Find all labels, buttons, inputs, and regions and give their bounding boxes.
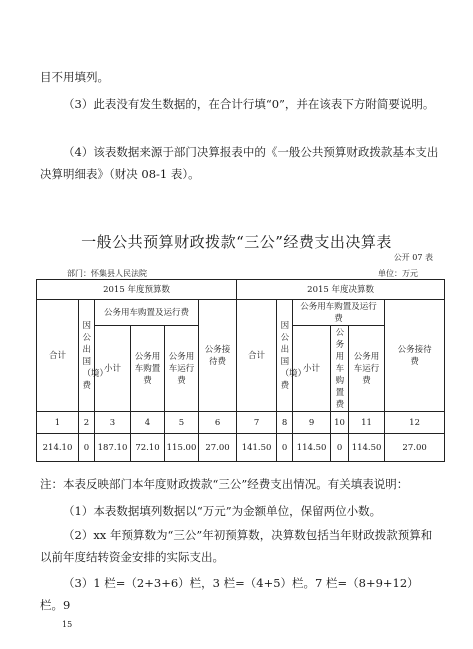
budget-abroad-header: 因公出国（境）费 xyxy=(79,300,95,412)
column-number: 10 xyxy=(331,412,349,434)
table-title: 一般公共预算财政拨款“三公”经费支出决算表 xyxy=(81,233,392,251)
value-cell: 214.10 xyxy=(37,434,79,462)
column-number: 7 xyxy=(237,412,277,434)
actual-subtotal-header: 小计 xyxy=(293,326,331,412)
actual-vehicle-group-header: 公务用车购置及运行费 xyxy=(293,300,385,326)
paragraph-3: （4）该表数据来源于部门决算报表中的《一般公共预算财政拨款基本支出决算明细表》（财决 08-1 表）。 xyxy=(40,145,439,181)
column-number: 6 xyxy=(199,412,237,434)
group-budget-header: 2015 年度预算数 xyxy=(37,280,237,300)
budget-subtotal-header: 小计 xyxy=(95,326,131,412)
group-header-row xyxy=(37,280,445,300)
value-cell: 0 xyxy=(277,434,293,462)
column-number: 1 xyxy=(37,412,79,434)
note-2: （2）xx 年预算数为“三公”年初预算数，决算数包括当年财政拨款预算和以前年度结转资金安排的实际支出。 xyxy=(40,528,433,564)
actual-vehicle-purchase-header: 公务用车购置费 xyxy=(331,326,349,412)
note-intro: 注：本表反映部门本年度财政拨款“三公”经费支出情况。有关填表说明： xyxy=(40,477,409,491)
paragraph-1: 目不用填列。 xyxy=(40,70,109,84)
budget-reception-header: 公务接待费 xyxy=(199,300,237,412)
actual-abroad-header: 因公出国（境）费 xyxy=(277,300,293,412)
value-cell: 187.10 xyxy=(95,434,131,462)
budget-total-header: 合计 xyxy=(37,300,79,412)
data-row xyxy=(37,434,445,462)
column-number: 4 xyxy=(131,412,165,434)
value-cell: 0 xyxy=(331,434,349,462)
group-actual-header: 2015 年度决算数 xyxy=(237,280,445,300)
value-cell: 72.10 xyxy=(131,434,165,462)
actual-vehicle-run-header: 公务用车运行费 xyxy=(349,326,385,412)
column-number: 2 xyxy=(79,412,95,434)
note-3: （3）1 栏=（2+3+6）栏，3 栏=（4+5）栏。7 栏=（8+9+12）栏。9 xyxy=(40,576,419,612)
value-cell: 114.50 xyxy=(293,434,331,462)
form-id: 公开 07 表 xyxy=(393,253,433,262)
budget-vehicle-run-header: 公务用车运行费 xyxy=(165,326,199,412)
column-number: 9 xyxy=(293,412,331,434)
column-number-row xyxy=(37,412,445,434)
unit-label: 单位：万元 xyxy=(378,269,418,278)
value-cell: 115.00 xyxy=(165,434,199,462)
actual-total-header: 合计 xyxy=(237,300,277,412)
column-number: 5 xyxy=(165,412,199,434)
actual-reception-header: 公务接待费 xyxy=(385,300,445,412)
value-cell: 0 xyxy=(79,434,95,462)
value-cell: 141.50 xyxy=(237,434,277,462)
budget-vehicle-group-header: 公务用车购置及运行费 xyxy=(95,300,199,326)
column-number: 12 xyxy=(385,412,445,434)
column-number: 8 xyxy=(277,412,293,434)
sub-header-row xyxy=(37,300,445,326)
column-number: 3 xyxy=(95,412,131,434)
value-cell: 114.50 xyxy=(349,434,385,462)
page-number: 15 xyxy=(62,620,73,629)
three-public-expenses-table xyxy=(36,279,445,462)
department-label: 部门：怀集县人民法院 xyxy=(67,269,147,278)
column-number: 11 xyxy=(349,412,385,434)
paragraph-2: （3）此表没有发生数据的，在合计行填“0”，并在该表下方附简要说明。 xyxy=(63,97,435,111)
budget-vehicle-purchase-header: 公务用车购置费 xyxy=(131,326,165,412)
note-1: （1）本表数据填列数据以“万元”为金额单位，保留两位小数。 xyxy=(63,504,382,518)
value-cell: 27.00 xyxy=(385,434,445,462)
value-cell: 27.00 xyxy=(199,434,237,462)
